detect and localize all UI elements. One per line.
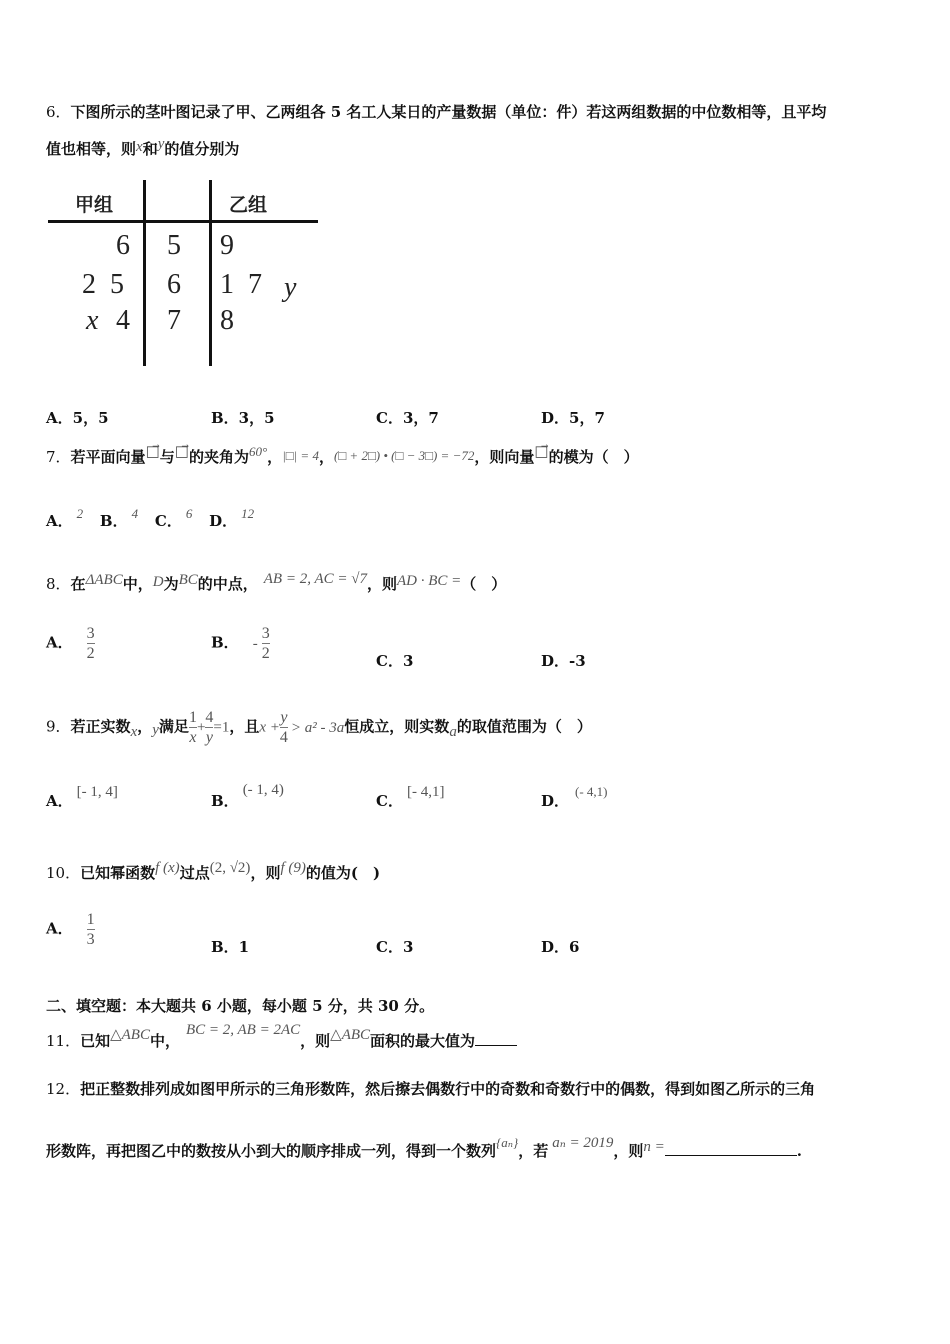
row1-stem: 5 <box>167 230 181 261</box>
q8-option-b[interactable]: B． - $\frac{3}{2}$ <box>211 625 270 662</box>
q9-var-a: a <box>449 723 457 740</box>
q12-condition: aₙ = 2019 <box>552 1135 614 1151</box>
q8-option-c[interactable]: C．3 <box>376 652 414 670</box>
q9-lhs: x + <box>259 719 280 736</box>
q6-text2: 值也相等，则 <box>46 140 137 158</box>
q8-triangle: ΔABC <box>85 572 123 588</box>
q8-expression: AD · BC = <box>396 573 462 589</box>
row3-left-var-x: x <box>86 305 99 336</box>
q10-number: 10． <box>46 864 81 882</box>
q9-frac-1-x: $\frac{1}{x}$ <box>188 709 197 746</box>
q11-answer-blank[interactable] <box>475 1045 517 1046</box>
q7-option-b[interactable]: B． 4 <box>99 506 139 530</box>
q10-fx: f (x) <box>155 860 180 876</box>
row3-left-leaves: 4 <box>116 305 130 336</box>
q9-text3: ，且 <box>229 717 260 736</box>
q6-number: 6． <box>46 103 71 121</box>
row3-right-leaves: 8 <box>220 305 234 336</box>
q6-line1 <box>46 101 826 122</box>
q10-option-c[interactable]: C．3 <box>376 938 414 956</box>
q11-triangle-2: △ABC <box>330 1027 371 1043</box>
q8-point-d: D <box>152 574 164 590</box>
q7-option-a[interactable]: A． 2 <box>46 506 84 530</box>
stem-leaf-right-rule <box>209 180 212 366</box>
q11-text2: 中， <box>149 1032 180 1050</box>
q12-sequence: {aₙ} <box>496 1135 519 1150</box>
q9-number: 9． <box>46 717 71 736</box>
q6-and: 和 <box>142 140 158 158</box>
stem-leaf-header-rule <box>48 220 318 223</box>
row3-stem: 7 <box>167 305 181 336</box>
q8-number: 8． <box>46 575 71 593</box>
q8-option-a[interactable]: A． $\frac{3}{2}$ <box>46 625 95 662</box>
q7-number: 7． <box>46 448 71 466</box>
q6-option-c[interactable]: C．3，7 <box>376 409 439 427</box>
q11-text4: 面积的最大值为 <box>370 1032 476 1050</box>
q9-text5: 的取值范围为（ ） <box>456 717 592 736</box>
q12-text2: ，若 <box>518 1142 549 1160</box>
stem-leaf-left-rule <box>143 180 146 366</box>
section-2-heading: 二、填空题：本大题共 6 小题，每小题 5 分，共 30 分。 <box>46 997 435 1015</box>
q11-stem <box>46 1022 517 1051</box>
q9-plus: + <box>196 719 206 736</box>
q9-eq: =1 <box>213 719 230 736</box>
q10-option-b[interactable]: B．1 <box>211 938 250 956</box>
q8-text4: 的中点， <box>197 575 258 593</box>
q10-text2: 过点 <box>179 864 210 882</box>
q8-text5: ，则 <box>366 575 397 593</box>
q12-line2 <box>46 1135 803 1161</box>
q10-text1: 已知幂函数 <box>80 864 156 882</box>
q7-text4: ，则向量 <box>474 448 535 466</box>
q9-var-y: y <box>152 721 159 738</box>
q9-comma: ， <box>137 717 153 736</box>
q7-cond2: (□ + 2□) • (□ − 3□) = −72 <box>333 448 475 463</box>
q9-text4: 恒成立，则实数 <box>344 717 450 736</box>
q10-text3: ，则 <box>250 864 281 882</box>
q12-end: . <box>796 1142 803 1160</box>
q9-rhs: > a² - 3a <box>290 719 345 736</box>
vector-b-glyph: □⃗ <box>174 444 189 460</box>
q10-text4: 的值为( ) <box>305 864 381 882</box>
q10-point: (2, √2) <box>209 860 251 876</box>
row1-right-leaves: 9 <box>220 230 234 261</box>
q12-answer-blank[interactable] <box>665 1155 797 1156</box>
q6-text1: 下图所示的茎叶图记录了甲、乙两组各 5 名工人某日的产量数据（单位：件）若这两组数据的中位数相等，且平均 <box>70 103 827 121</box>
q6-option-a[interactable]: A．5，5 <box>46 409 109 427</box>
q9-frac-4-y: $\frac{4}{y}$ <box>205 709 214 746</box>
q12-text-line1: 把正整数排列成如图甲所示的三角形数阵，然后擦去偶数行中的奇数和奇数行中的偶数，得到如图乙所示的三角 <box>80 1080 816 1098</box>
q7-text5: 的模为（ ） <box>548 448 639 466</box>
q8-condition: AB = 2, AC = √7 <box>263 571 367 587</box>
row2-right-var-y: y <box>284 272 297 303</box>
q7-angle: 60° <box>248 444 268 459</box>
stem-leaf-plot <box>48 178 320 366</box>
q7-text3: 的夹角为 <box>188 448 249 466</box>
q7-option-c[interactable]: C． 6 <box>154 506 193 530</box>
q7-comma1: ， <box>267 448 283 466</box>
q8-option-d[interactable]: D．-3 <box>541 652 586 670</box>
q10-f9: f (9) <box>280 860 306 876</box>
q9-option-c[interactable]: C． [- 4,1] <box>376 784 445 810</box>
q9-option-d[interactable]: D．(- 4,1) <box>541 784 608 810</box>
row1-left-leaves: 6 <box>116 230 130 261</box>
q10-option-d[interactable]: D．6 <box>541 938 580 956</box>
q7-text2: 与 <box>159 448 175 466</box>
q11-text1: 已知 <box>80 1032 111 1050</box>
q12-text3: ，则 <box>613 1142 644 1160</box>
row2-right-leaves: 1 7 <box>220 269 262 300</box>
q8-segment-bc: BC <box>178 572 198 588</box>
q10-option-a[interactable]: A． $\frac{1}{3}$ <box>46 911 95 948</box>
header-group-jia: 甲组 <box>75 194 114 216</box>
q12-n: n = <box>643 1139 665 1155</box>
q9-var-x: x <box>130 723 138 740</box>
q8-text2: 中， <box>122 575 153 593</box>
q8-stem <box>46 573 506 594</box>
q9-text2: 满足 <box>158 717 189 736</box>
q8-text3: 为 <box>163 575 179 593</box>
row2-stem: 6 <box>167 269 181 300</box>
q11-condition: BC = 2, AB = 2AC <box>186 1022 301 1038</box>
header-group-yi: 乙组 <box>229 194 268 216</box>
q6-var-x: x <box>136 139 143 155</box>
vector-b-glyph-2: □⃗ <box>534 444 549 460</box>
q8-text6: （ ） <box>461 575 507 593</box>
q7-comma2: ， <box>318 448 334 466</box>
q6-option-d[interactable]: D．5，7 <box>541 409 605 427</box>
q7-text1: 若平面向量 <box>70 448 146 466</box>
q9-option-a[interactable]: A． [- 1, 4] <box>46 784 118 810</box>
q6-text3: 的值分别为 <box>164 140 240 158</box>
q8-text1: 在 <box>70 575 86 593</box>
q7-stem <box>46 446 639 467</box>
q7-cond1: |□| = 4 <box>282 448 319 463</box>
q6-line2 <box>46 138 239 159</box>
q11-number: 11． <box>46 1032 81 1050</box>
q7-options <box>46 506 255 531</box>
q9-text1: 若正实数 <box>70 717 131 736</box>
q7-option-d[interactable]: D． 12 <box>209 506 255 530</box>
q12-line1 <box>46 1078 815 1099</box>
q10-stem <box>46 862 380 883</box>
q11-text3: ，则 <box>300 1032 331 1050</box>
q12-number: 12． <box>46 1080 81 1098</box>
q11-triangle: △ABC <box>110 1027 150 1043</box>
q9-option-b[interactable]: B．(- 1, 4) <box>211 782 284 810</box>
q6-var-y: y <box>157 136 165 152</box>
q6-option-b[interactable]: B．3，5 <box>211 409 275 427</box>
q12-text1: 形数阵，再把图乙中的数按从小到大的顺序排成一列，得到一个数列 <box>46 1142 497 1160</box>
q9-frac-y-4: $\frac{y}{4}$ <box>279 709 288 746</box>
q9-stem <box>46 708 592 747</box>
row2-left-leaves: 2 5 <box>82 269 124 300</box>
vector-a-glyph: □⃗ <box>145 444 160 460</box>
